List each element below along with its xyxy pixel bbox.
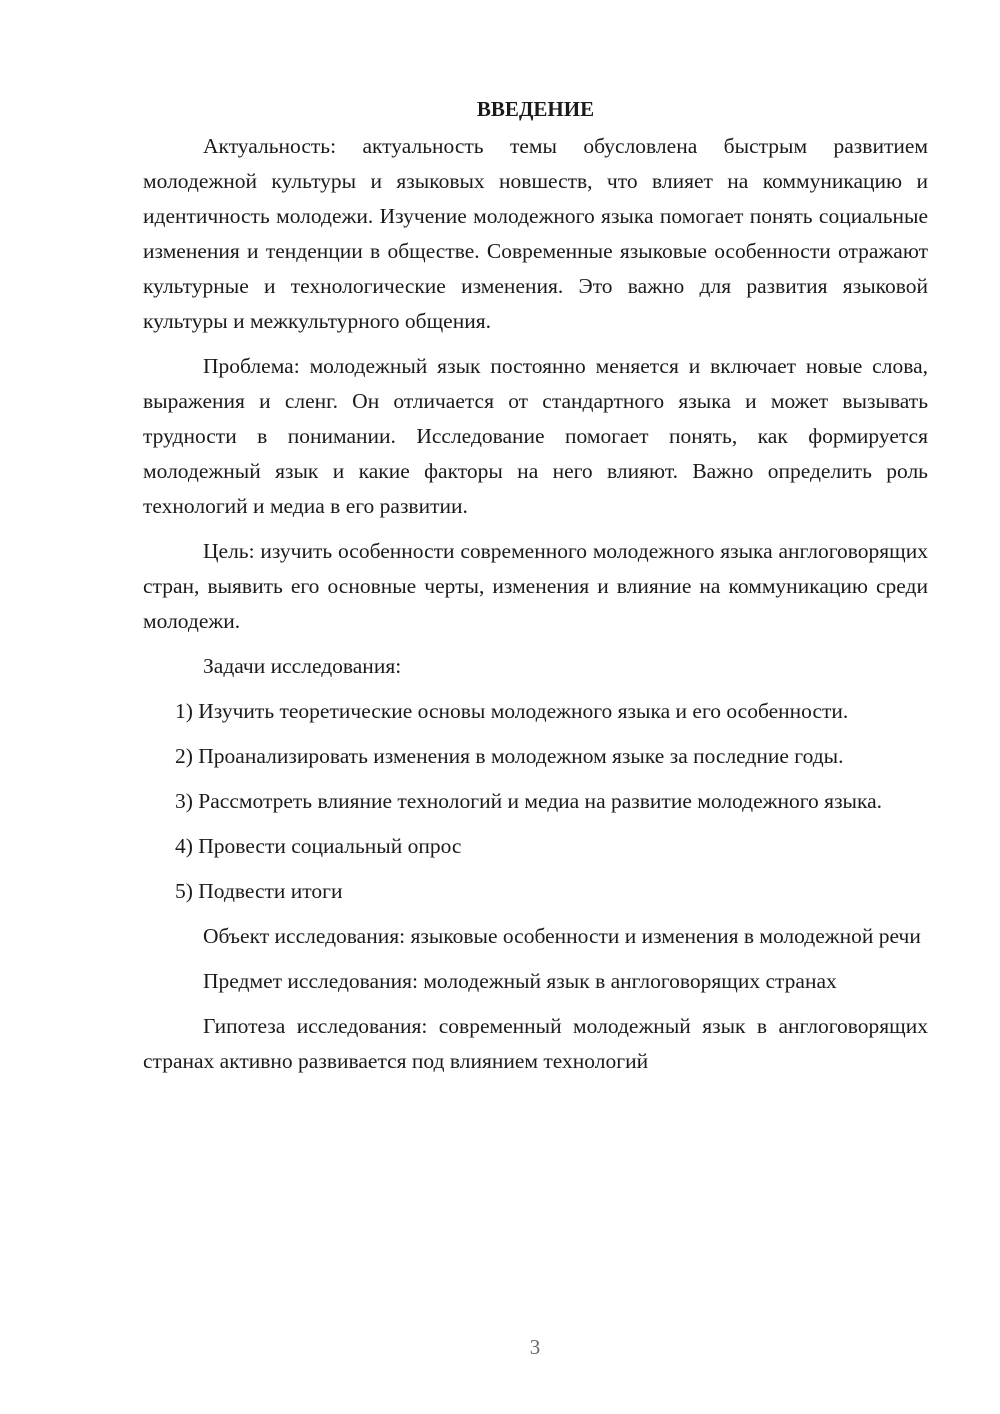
relevance-paragraph: Актуальность: актуальность темы обусловлена быстрым развитием молодежной культуры и языковых новшеств, что влияет на коммуникацию и идентичность молодежи. Изучение молодежного языка помогает понять социальные изменения и тенденции в обществе. Современные языковые особенности отражают культурные и технологические изменения. Это важно для развития языковой культуры и межкультурного общения. [143,134,928,333]
hypothesis-paragraph: Гипотеза исследования: современный молодежный язык в англоговорящих странах активно развивается под влиянием технологий [143,1014,928,1073]
task-item-4: 4) Провести социальный опрос [175,834,462,858]
task-item-2: 2) Проанализировать изменения в молодежном языке за последние годы. [175,744,844,768]
page-number: 3 [529,1335,541,1359]
task-item-3: 3) Рассмотреть влияние технологий и медиа на развитие молодежного языка. [175,789,883,813]
problem-paragraph: Проблема: молодежный язык постоянно меняется и включает новые слова, выражения и сленг. Он отличается от стандартного языка и может вызывать трудности в понимании. Исследование помогает понять, как формируется молодежный язык и какие факторы на него влияют. Важно определить роль технологий и медиа в его развитии. [143,354,928,518]
subject-paragraph: Предмет исследования: молодежный язык в англоговорящих странах [203,969,837,993]
task-item-5: 5) Подвести итоги [175,879,343,903]
object-paragraph: Объект исследования: языковые особенности и изменения в молодежной речи [203,924,921,948]
page-title: ВВЕДЕНИЕ [476,97,595,121]
goal-paragraph: Цель: изучить особенности современного молодежного языка англоговорящих стран, выявить его основные черты, изменения и влияние на коммуникацию среди молодежи. [143,539,928,633]
task-item-1: 1) Изучить теоретические основы молодежного языка и его особенности. [175,699,849,723]
tasks-title: Задачи исследования: [203,654,402,678]
document-page [143,92,928,1089]
